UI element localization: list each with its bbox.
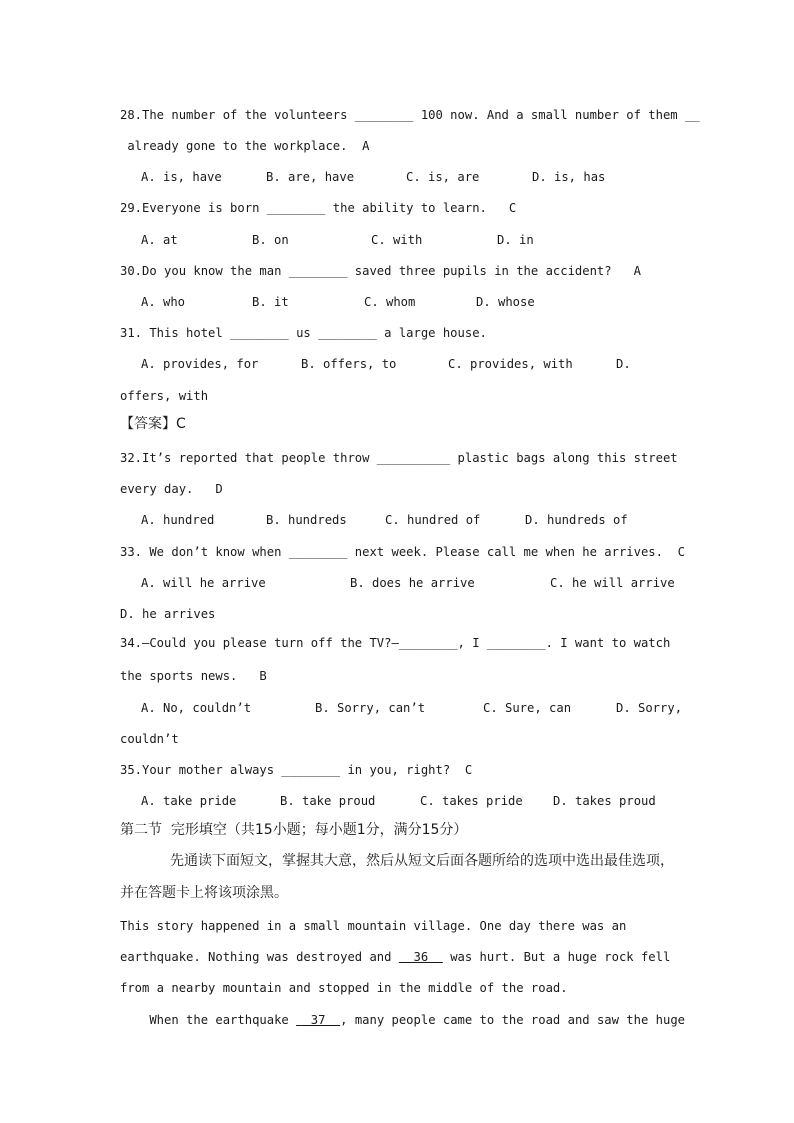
q30-option-c: C. whom [364, 295, 416, 309]
q33-option-b: B. does he arrive [350, 576, 475, 590]
q29-option-d: D. in [497, 233, 534, 247]
q28-option-a: A. is, have [141, 170, 222, 184]
q33-option-c: C. he will arrive [550, 576, 675, 590]
q32-option-a: A. hundred [141, 513, 215, 527]
q34-option-d: D. Sorry, [616, 701, 683, 715]
q32-stem-line1: 32.It’s reported that people throw __________ plastic bags along this street [120, 451, 678, 465]
q28-option-c: C. is, are [406, 170, 480, 184]
q28-stem-line1: 28.The number of the volunteers ________ 100 now. And a small number of them __ [120, 108, 700, 122]
q34-option-b: B. Sorry, can’t [315, 701, 426, 715]
q31-option-d-cont: offers, with [120, 389, 209, 403]
q28-stem-line2: already gone to the workplace. A [120, 139, 370, 153]
q32-option-c: C. hundred of [385, 513, 481, 527]
q30-option-d: D. whose [476, 295, 535, 309]
q29-stem: 29.Everyone is born ________ the ability to learn. C [120, 201, 517, 215]
q34-stem-line1: 34.—Could you please turn off the TV?—________, I ________. I want to watch [120, 636, 671, 650]
passage-line4 [120, 1012, 685, 1028]
q30-stem: 30.Do you know the man ________ saved three pupils in the accident? A [120, 264, 641, 278]
q32-option-d: D. hundreds of [525, 513, 628, 527]
q28-option-d: D. is, has [532, 170, 606, 184]
q31-option-c: C. provides, with [448, 357, 573, 371]
q35-option-a: A. take pride [141, 794, 237, 808]
section-instruction-line1: 先通读下面短文，掌握其大意，然后从短文后面各题所给的选项中选出最佳选项， [170, 853, 674, 869]
q33-option-d: D. he arrives [120, 607, 216, 621]
q33-stem: 33. We don’t know when ________ next week. Please call me when he arrives. C [120, 545, 685, 559]
q35-stem: 35.Your mother always ________ in you, right? C [120, 763, 473, 777]
q34-option-d-cont: couldn’t [120, 732, 179, 746]
q35-option-d: D. takes proud [553, 794, 656, 808]
blank-37: 37 [296, 1013, 341, 1027]
section-heading: 第二节 完形填空（共15小题；每小题1分，满分15分） [120, 822, 468, 838]
q29-option-b: B. on [252, 233, 289, 247]
passage-line2-end: was hurt. But a huge rock fell [442, 950, 671, 964]
q31-option-a: A. provides, for [141, 357, 259, 371]
blank-36: 36 [398, 950, 443, 964]
q34-stem-line2: the sports news. B [120, 669, 267, 683]
q30-option-b: B. it [252, 295, 289, 309]
q31-option-b: B. offers, to [301, 357, 397, 371]
q32-stem-line2: every day. D [120, 482, 223, 496]
q32-option-b: B. hundreds [266, 513, 347, 527]
passage-line1: This story happened in a small mountain village. One day there was an [120, 919, 627, 933]
q35-option-c: C. takes pride [420, 794, 523, 808]
q28-option-b: B. are, have [266, 170, 355, 184]
q31-stem: 31. This hotel ________ us ________ a large house. [120, 326, 487, 340]
passage-line3: from a nearby mountain and stopped in the middle of the road. [120, 981, 568, 995]
q34-option-a: A. No, couldn’t [141, 701, 252, 715]
q29-option-a: A. at [141, 233, 178, 247]
q35-option-b: B. take proud [280, 794, 376, 808]
passage-line4-end: , many people came to the road and saw the huge [340, 1013, 686, 1027]
q34-option-c: C. Sure, can [483, 701, 572, 715]
q33-option-a: A. will he arrive [141, 576, 266, 590]
passage-line4-start: When the earthquake [120, 1013, 297, 1027]
passage-line2 [120, 949, 670, 965]
q30-option-a: A. who [141, 295, 186, 309]
passage-line2-start: earthquake. Nothing was destroyed and [120, 950, 399, 964]
q31-answer: 【答案】C [120, 416, 186, 432]
section-instruction-line2: 并在答题卡上将该项涂黑。 [120, 885, 288, 901]
q29-option-c: C. with [371, 233, 423, 247]
q31-option-d: D. [616, 357, 631, 371]
